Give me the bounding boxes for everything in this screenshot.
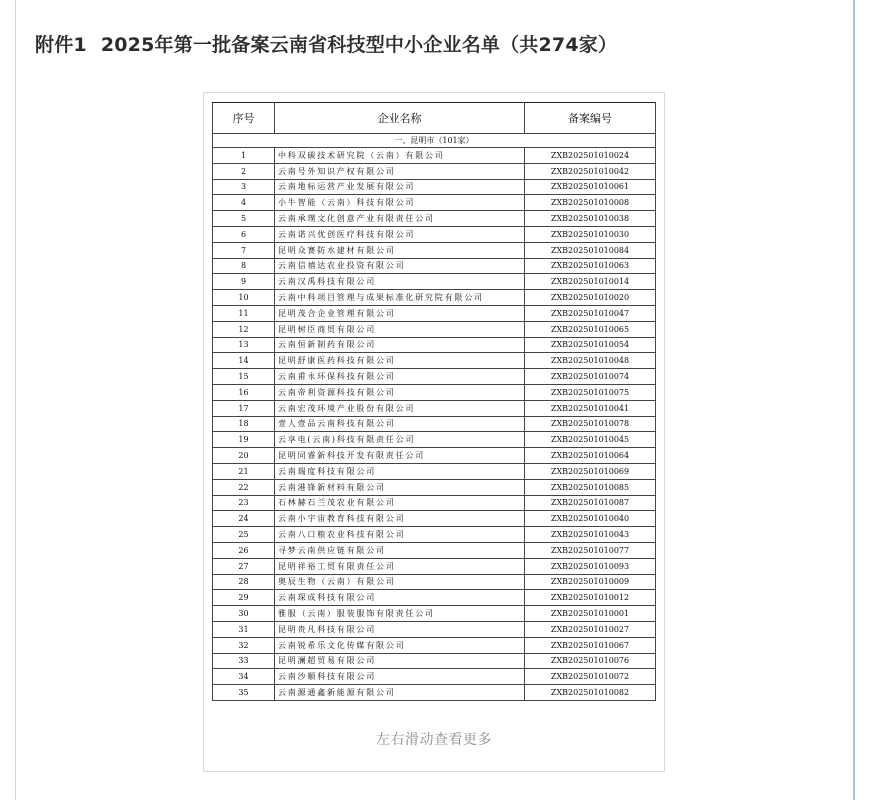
cell-record-number: ZXB202501010069: [525, 463, 656, 479]
cell-record-number: ZXB202501010075: [525, 384, 656, 400]
cell-record-number: ZXB202501010082: [525, 685, 656, 701]
table-row: [213, 590, 656, 606]
table-row: [213, 148, 656, 164]
group-label: 一、昆明市（101家）: [213, 134, 656, 148]
cell-record-number: ZXB202501010008: [525, 195, 656, 211]
table-row: [213, 163, 656, 179]
title-prefix: 附件1: [35, 34, 87, 56]
cell-record-number: ZXB202501010020: [525, 290, 656, 306]
cell-enterprise-name: 昆明同睿新科技开发有限责任公司: [275, 448, 525, 464]
cell-enterprise-name: 云南小宇宙教育科技有限公司: [275, 511, 525, 527]
cell-enterprise-name: 云南港锋新材料有限公司: [275, 479, 525, 495]
header-record-number: 备案编号: [525, 103, 656, 134]
cell-enterprise-name: 奥辰生物（云南）有限公司: [275, 574, 525, 590]
cell-enterprise-name: 石林赫石兰茂农业有限公司: [275, 495, 525, 511]
table-row: [213, 416, 656, 432]
cell-enterprise-name: 壹人壹品云南科技有限公司: [275, 416, 525, 432]
table-row: [213, 527, 656, 543]
cell-index: 6: [213, 226, 275, 242]
table-row: [213, 495, 656, 511]
table-row: [213, 353, 656, 369]
cell-enterprise-name: 小牛智能（云南）科技有限公司: [275, 195, 525, 211]
cell-record-number: ZXB202501010093: [525, 558, 656, 574]
table-row: [213, 195, 656, 211]
cell-record-number: ZXB202501010027: [525, 621, 656, 637]
cell-record-number: ZXB202501010054: [525, 337, 656, 353]
cell-enterprise-name: 昆明祥裕工贸有限责任公司: [275, 558, 525, 574]
cell-record-number: ZXB202501010024: [525, 148, 656, 164]
cell-index: 8: [213, 258, 275, 274]
cell-record-number: ZXB202501010078: [525, 416, 656, 432]
table-row: [213, 432, 656, 448]
table-row: [213, 479, 656, 495]
cell-index: 2: [213, 163, 275, 179]
table-row: [213, 290, 656, 306]
cell-index: 28: [213, 574, 275, 590]
cell-record-number: ZXB202501010064: [525, 448, 656, 464]
cell-record-number: ZXB202501010074: [525, 369, 656, 385]
cell-enterprise-name: 中科双碳技术研究院（云南）有限公司: [275, 148, 525, 164]
cell-record-number: ZXB202501010077: [525, 542, 656, 558]
cell-enterprise-name: 云南地标运营产业发展有限公司: [275, 179, 525, 195]
cell-record-number: ZXB202501010009: [525, 574, 656, 590]
table-row: [213, 179, 656, 195]
cell-enterprise-name: 云南诺兴优创医疗科技有限公司: [275, 226, 525, 242]
cell-record-number: ZXB202501010030: [525, 226, 656, 242]
cell-index: 21: [213, 463, 275, 479]
cell-record-number: ZXB202501010065: [525, 321, 656, 337]
cell-enterprise-name: 寻梦云南供应链有限公司: [275, 542, 525, 558]
cell-enterprise-name: 云南帝利资源科技有限公司: [275, 384, 525, 400]
cell-record-number: ZXB202501010085: [525, 479, 656, 495]
table-body: [213, 148, 656, 701]
page-right-border: [853, 0, 855, 800]
table-row: [213, 400, 656, 416]
cell-index: 4: [213, 195, 275, 211]
cell-enterprise-name: 云南信禧达农业投资有限公司: [275, 258, 525, 274]
header-index: 序号: [213, 103, 275, 134]
table-row: [213, 448, 656, 464]
cell-index: 23: [213, 495, 275, 511]
cell-index: 10: [213, 290, 275, 306]
table-row: [213, 558, 656, 574]
table-row: [213, 321, 656, 337]
swipe-hint: 左右滑动查看更多: [376, 732, 492, 748]
cell-enterprise-name: 云南八口粮农业科技有限公司: [275, 527, 525, 543]
table-row: [213, 542, 656, 558]
title-text: 2025年第一批备案云南省科技型中小企业名单（共274家）: [100, 34, 618, 56]
cell-index: 24: [213, 511, 275, 527]
cell-record-number: ZXB202501010061: [525, 179, 656, 195]
cell-index: 5: [213, 211, 275, 227]
cell-enterprise-name: 云南源通鑫新能源有限公司: [275, 685, 525, 701]
cell-enterprise-name: 昆明茂合企业管理有限公司: [275, 305, 525, 321]
cell-index: 1: [213, 148, 275, 164]
group-row-kunming: [213, 134, 656, 148]
cell-record-number: ZXB202501010067: [525, 637, 656, 653]
cell-record-number: ZXB202501010072: [525, 669, 656, 685]
cell-index: 19: [213, 432, 275, 448]
table-row: [213, 685, 656, 701]
cell-enterprise-name: 雅服（云南）服装服饰有限责任公司: [275, 606, 525, 622]
cell-enterprise-name: 云南沙顺科技有限公司: [275, 669, 525, 685]
cell-record-number: ZXB202501010041: [525, 400, 656, 416]
cell-index: 32: [213, 637, 275, 653]
cell-enterprise-name: 昆明众赛防水建材有限公司: [275, 242, 525, 258]
cell-index: 27: [213, 558, 275, 574]
cell-index: 14: [213, 353, 275, 369]
cell-enterprise-name: 云南中科项目管理与成果标准化研究院有限公司: [275, 290, 525, 306]
table-row: [213, 274, 656, 290]
document-table-viewport[interactable]: [212, 102, 656, 702]
cell-record-number: ZXB202501010047: [525, 305, 656, 321]
table-row: [213, 211, 656, 227]
cell-record-number: ZXB202501010084: [525, 242, 656, 258]
cell-record-number: ZXB202501010042: [525, 163, 656, 179]
table-row: [213, 511, 656, 527]
cell-record-number: ZXB202501010040: [525, 511, 656, 527]
cell-index: 15: [213, 369, 275, 385]
cell-index: 35: [213, 685, 275, 701]
table-row: [213, 242, 656, 258]
table-header-row: [213, 103, 656, 134]
cell-index: 30: [213, 606, 275, 622]
cell-record-number: ZXB202501010087: [525, 495, 656, 511]
cell-index: 29: [213, 590, 275, 606]
cell-index: 11: [213, 305, 275, 321]
cell-record-number: ZXB202501010014: [525, 274, 656, 290]
cell-record-number: ZXB202501010048: [525, 353, 656, 369]
cell-enterprise-name: 昆明贵凡科技有限公司: [275, 621, 525, 637]
cell-enterprise-name: 云南甫永环保科技有限公司: [275, 369, 525, 385]
cell-record-number: ZXB202501010063: [525, 258, 656, 274]
cell-record-number: ZXB202501010038: [525, 211, 656, 227]
cell-index: 31: [213, 621, 275, 637]
cell-index: 17: [213, 400, 275, 416]
cell-enterprise-name: 云南琛成科技有限公司: [275, 590, 525, 606]
table-row: [213, 669, 656, 685]
cell-index: 13: [213, 337, 275, 353]
cell-enterprise-name: 云南号外知识产权有限公司: [275, 163, 525, 179]
table-row: [213, 258, 656, 274]
cell-enterprise-name: 云南锐希乐文化传媒有限公司: [275, 637, 525, 653]
cell-record-number: ZXB202501010001: [525, 606, 656, 622]
table-row: [213, 621, 656, 637]
table-row: [213, 463, 656, 479]
table-row: [213, 384, 656, 400]
cell-index: 3: [213, 179, 275, 195]
cell-index: 22: [213, 479, 275, 495]
cell-record-number: ZXB202501010045: [525, 432, 656, 448]
cell-index: 34: [213, 669, 275, 685]
page-left-border: [15, 0, 16, 800]
cell-record-number: ZXB202501010043: [525, 527, 656, 543]
cell-enterprise-name: 昆明舒康医药科技有限公司: [275, 353, 525, 369]
cell-enterprise-name: 云南瑞度科技有限公司: [275, 463, 525, 479]
cell-enterprise-name: 云南承璞文化创意产业有限责任公司: [275, 211, 525, 227]
cell-index: 26: [213, 542, 275, 558]
cell-index: 9: [213, 274, 275, 290]
header-enterprise-name: 企业名称: [275, 103, 525, 134]
cell-enterprise-name: 云南恒新制药有限公司: [275, 337, 525, 353]
cell-index: 18: [213, 416, 275, 432]
cell-enterprise-name: 云享电(云南)科技有限责任公司: [275, 432, 525, 448]
cell-index: 25: [213, 527, 275, 543]
cell-index: 33: [213, 653, 275, 669]
cell-record-number: ZXB202501010076: [525, 653, 656, 669]
table-row: [213, 369, 656, 385]
document-image-card[interactable]: [203, 92, 665, 772]
table-row: [213, 337, 656, 353]
cell-record-number: ZXB202501010012: [525, 590, 656, 606]
table-row: [213, 606, 656, 622]
cell-enterprise-name: 昆明澜超贸易有限公司: [275, 653, 525, 669]
table-row: [213, 637, 656, 653]
enterprise-list-table: [212, 102, 656, 701]
table-row: [213, 226, 656, 242]
cell-enterprise-name: 云南宏茂环境产业股份有限公司: [275, 400, 525, 416]
cell-index: 12: [213, 321, 275, 337]
cell-index: 16: [213, 384, 275, 400]
table-row: [213, 574, 656, 590]
cell-enterprise-name: 云南汉禹科技有限公司: [275, 274, 525, 290]
table-row: [213, 305, 656, 321]
cell-enterprise-name: 昆明树臣商贸有限公司: [275, 321, 525, 337]
cell-index: 7: [213, 242, 275, 258]
cell-index: 20: [213, 448, 275, 464]
table-row: [213, 653, 656, 669]
page-title: [35, 30, 617, 57]
